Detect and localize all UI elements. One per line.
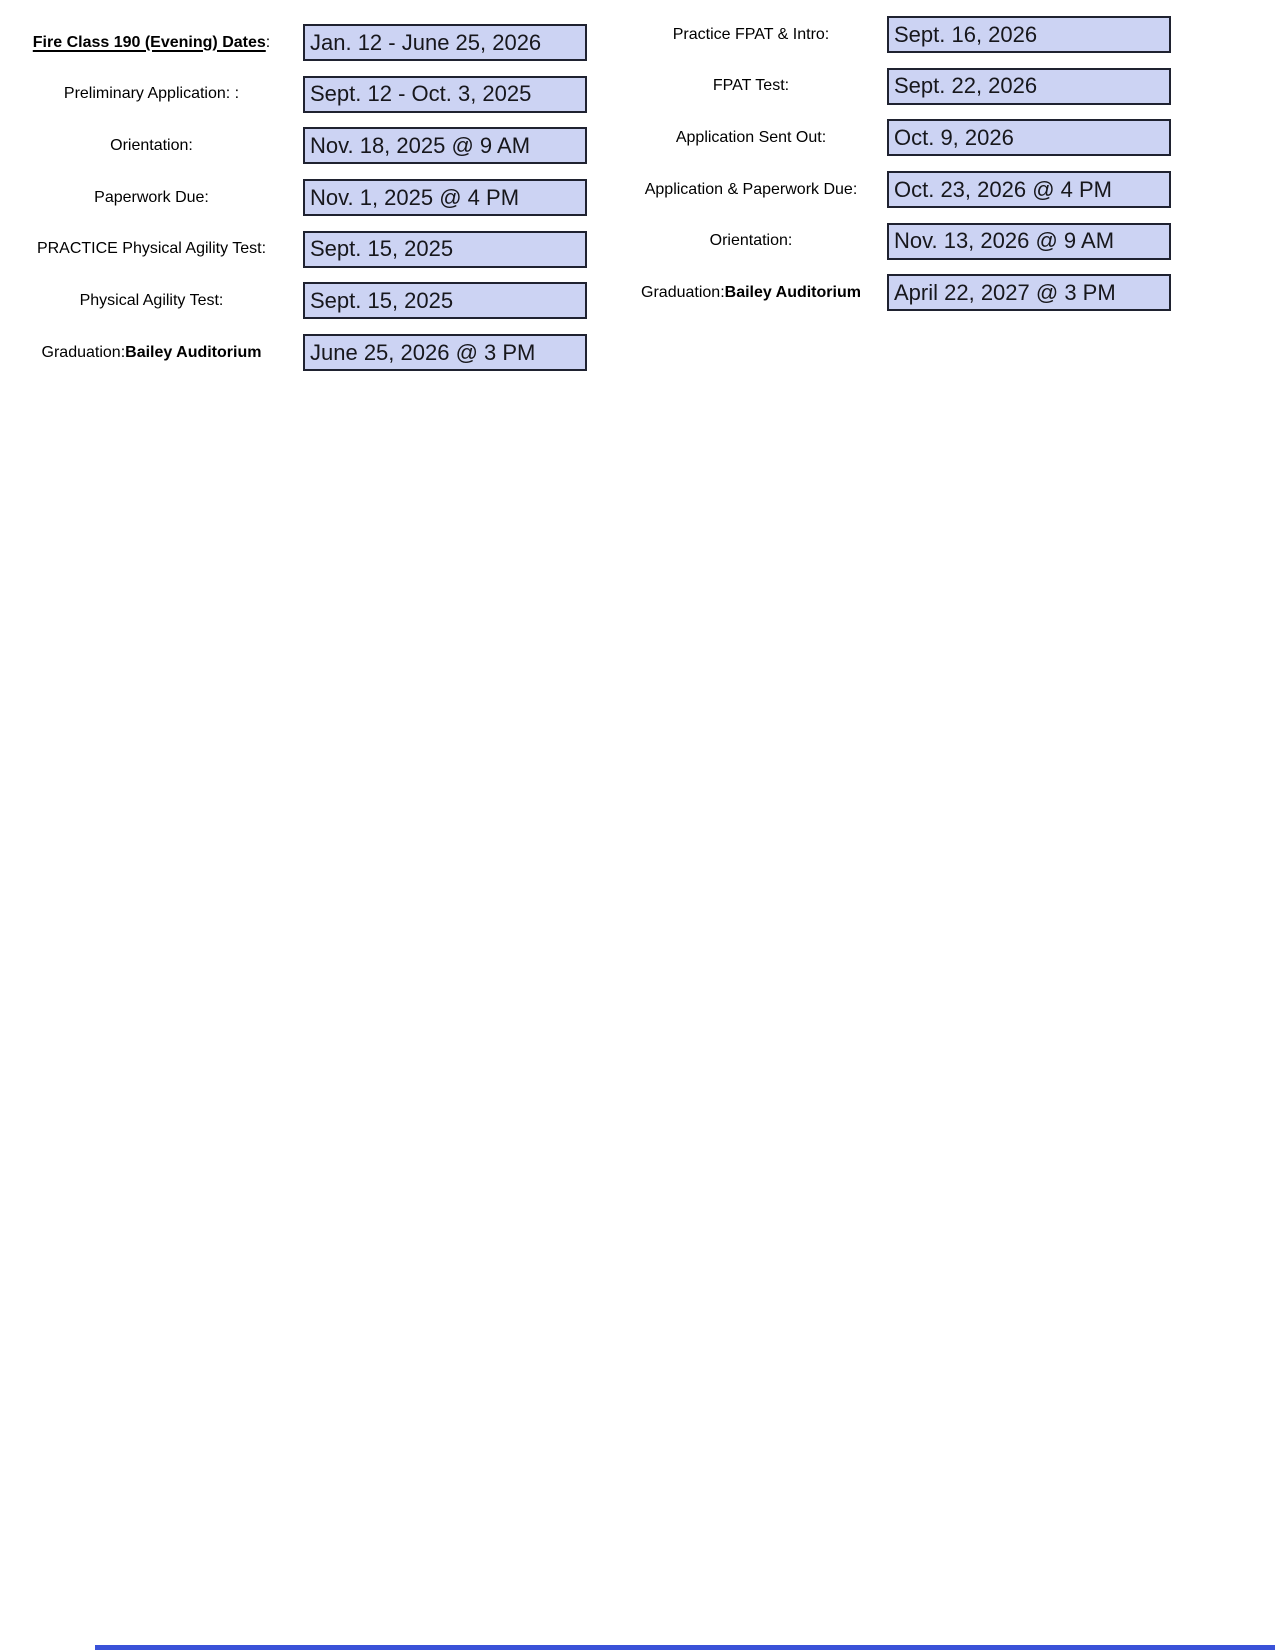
field-label-application-sent-out: Application Sent Out: [675, 128, 827, 146]
date-box-practice-fpat-intro: Sept. 16, 2026 [887, 16, 1171, 53]
field-label-practice-physical-agility-test: PRACTICE Physical Agility Test: [36, 240, 267, 258]
field-label-application-paperwork-due: Application & Paperwork Due: [644, 180, 858, 198]
date-box-orientation: Nov. 18, 2025 @ 9 AM [303, 127, 587, 164]
date-box-physical-agility-test: Sept. 15, 2025 [303, 282, 587, 319]
bottom-blue-bar [95, 1645, 1275, 1650]
field-label-physical-agility-test: Physical Agility Test: [79, 291, 224, 309]
fire-class-title-colon: : [265, 33, 271, 51]
date-box-practice-physical-agility-test: Sept. 15, 2025 [303, 231, 587, 268]
field-label-fpat-test: FPAT Test: [712, 77, 790, 95]
field-label-fire-class-dates [0, 24, 303, 61]
date-box-class-dates: Jan. 12 - June 25, 2026 [303, 24, 587, 61]
graduation-label-prefix: Graduation: [41, 343, 126, 361]
date-box-preliminary-application: Sept. 12 - Oct. 3, 2025 [303, 76, 587, 113]
right-dates-column [615, 16, 1171, 326]
graduation-venue-text: Bailey Auditorium [125, 343, 262, 361]
left-dates-column [0, 24, 587, 386]
date-box-graduation-right: April 22, 2027 @ 3 PM [887, 274, 1171, 311]
graduation-venue-text: Bailey Auditorium [724, 283, 861, 301]
field-label-preliminary-application: Preliminary Application: : [63, 85, 240, 103]
field-label-practice-fpat-intro: Practice FPAT & Intro: [672, 25, 830, 43]
field-label-orientation: Orientation: [110, 136, 193, 154]
date-box-orientation-right: Nov. 13, 2026 @ 9 AM [887, 223, 1171, 260]
date-box-paperwork-due: Nov. 1, 2025 @ 4 PM [303, 179, 587, 216]
field-label-graduation-left [0, 334, 303, 371]
date-box-fpat-test: Sept. 22, 2026 [887, 68, 1171, 105]
field-label-orientation-right: Orientation: [709, 232, 793, 250]
fire-class-title-text: Fire Class 190 (Evening) Dates [32, 33, 266, 51]
date-box-application-paperwork-due: Oct. 23, 2026 @ 4 PM [887, 171, 1171, 208]
graduation-label-prefix: Graduation: [641, 283, 725, 301]
date-box-graduation-left: June 25, 2026 @ 3 PM [303, 334, 587, 371]
field-label-paperwork-due: Paperwork Due: [94, 188, 209, 206]
date-box-application-sent-out: Oct. 9, 2026 [887, 119, 1171, 156]
field-label-graduation-right [615, 274, 887, 311]
